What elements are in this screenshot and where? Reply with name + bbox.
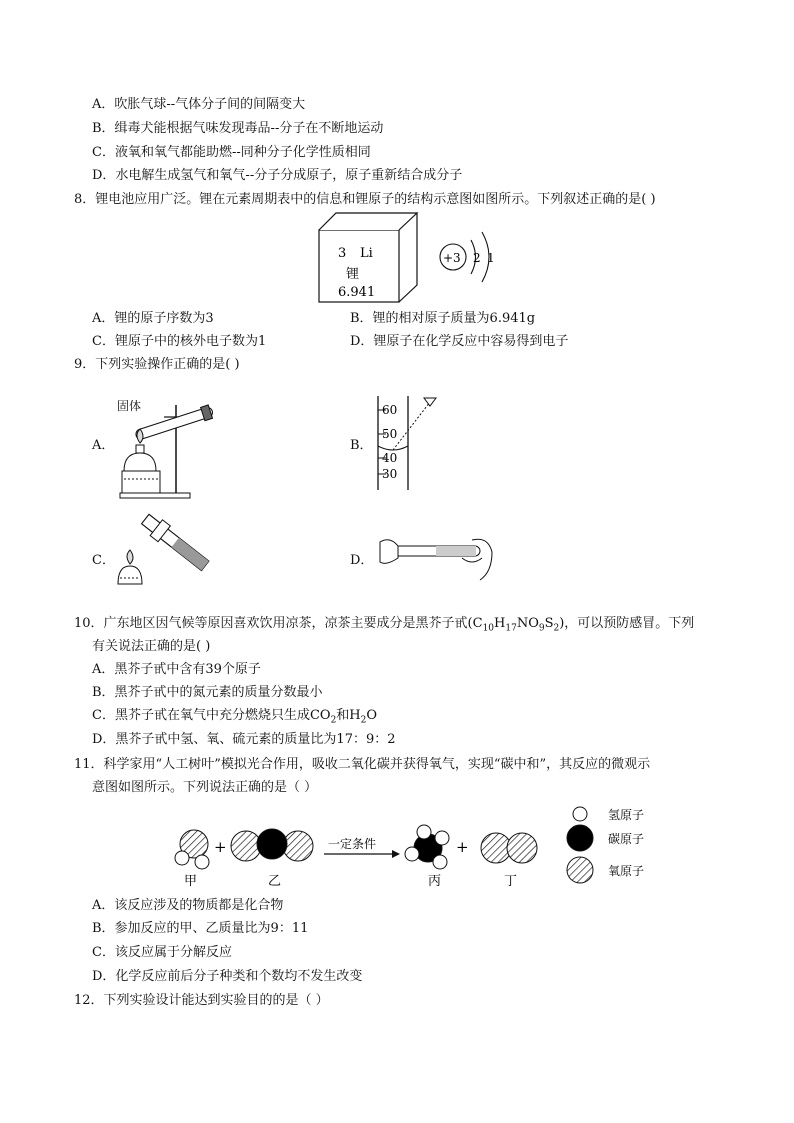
element-mass: 6.941 bbox=[338, 285, 376, 300]
plus-1: + bbox=[214, 838, 227, 856]
q11-stem-line1: 11．科学家用“人工树叶”模拟光合作用，吸收二氧化碳并获得氧气，实现“碳中和”，其反应的微观示 bbox=[74, 757, 651, 772]
lithium-atom-structure bbox=[438, 226, 508, 288]
plus-2: + bbox=[456, 838, 469, 856]
tick-30: 30 bbox=[382, 467, 398, 481]
label-bing: 丙 bbox=[428, 874, 442, 889]
q8-option-c: C．锂原子中的核外电子数为1 bbox=[92, 334, 267, 349]
q9-stem: 9．下列实验操作正确的是( ) bbox=[74, 357, 240, 372]
q8-option-d: D．锂原子在化学反应中容易得到电子 bbox=[350, 334, 569, 349]
label-ding: 丁 bbox=[504, 874, 518, 889]
q12-stem: 12．下列实验设计能达到实验目的的是（ ） bbox=[74, 993, 329, 1008]
shell-1-electrons: 2 bbox=[473, 251, 481, 265]
nucleus-charge: +3 bbox=[443, 251, 461, 265]
q11-option-b: B．参加反应的甲、乙质量比为9：11 bbox=[92, 921, 309, 936]
q9-label-a: A． bbox=[92, 438, 115, 453]
q11-option-d: D．化学反应前后分子种类和个数均不发生改变 bbox=[92, 969, 363, 984]
q10-option-c: C．黑芥子甙在氧气中充分燃烧只生成$CO_2$和$H_2O$ bbox=[92, 708, 378, 726]
q10-option-d: D．黑芥子甙中氢、氧、硫元素的质量比为17：9：2 bbox=[92, 732, 396, 747]
legend-carbon: 碳原子 bbox=[608, 832, 645, 846]
molecule-bing bbox=[405, 825, 449, 869]
q7-option-a: A．吹胀气球--气体分子间的间隔变大 bbox=[92, 97, 306, 112]
reaction-condition: 一定条件 bbox=[328, 837, 377, 851]
q10-stem-line2: 有关说法正确的是( ) bbox=[92, 639, 211, 654]
q9-label-d: D． bbox=[350, 553, 374, 568]
label-jia: 甲 bbox=[184, 874, 198, 889]
molecule-jia bbox=[175, 830, 209, 869]
q9-label-c: C． bbox=[92, 553, 115, 568]
shaking-test-tube bbox=[376, 532, 496, 582]
solid-label: 固体 bbox=[117, 399, 142, 413]
q10-option-b: B．黑芥子甙中的氮元素的质量分数最小 bbox=[92, 685, 323, 700]
lithium-element-cell bbox=[318, 212, 428, 304]
legend-hydrogen: 氢原子 bbox=[608, 808, 645, 822]
q10-stem-line1: 10．广东地区因气候等原因喜欢饮用凉茶，凉茶主要成分是黑芥子甙$(C_{10}H_{17}NO_9S_2)$，可以预防感冒。下列 bbox=[74, 616, 695, 634]
tick-40: 40 bbox=[382, 451, 398, 465]
graduated-cylinder-reading bbox=[366, 394, 456, 494]
tick-50: 50 bbox=[382, 427, 398, 441]
q11-option-c: C．该反应属于分解反应 bbox=[92, 945, 232, 960]
legend-carbon-icon bbox=[567, 825, 593, 851]
q11-stem-line2: 意图如图所示。下列说法正确的是（ ） bbox=[92, 780, 318, 795]
eye-icon bbox=[424, 398, 436, 406]
tick-60: 60 bbox=[382, 403, 398, 417]
element-name: 锂 bbox=[346, 267, 360, 282]
legend-hydrogen-icon bbox=[573, 807, 587, 821]
q7-option-c: C．液氧和氧气都能助燃--同种分子化学性质相同 bbox=[92, 145, 371, 160]
solid-heating-apparatus bbox=[112, 393, 222, 503]
q7-option-b: B．缉毒犬能根据气味发现毒品--分子在不断地运动 bbox=[92, 121, 384, 136]
element-number: 3 bbox=[338, 246, 347, 261]
q11-option-a: A．该反应涉及的物质都是化合物 bbox=[92, 898, 284, 913]
q8-stem: 8．锂电池应用广泛。锂在元素周期表中的信息和锂原子的结构示意图如图所示。下列叙述正确的是( ) bbox=[74, 192, 656, 207]
q8-option-a: A．锂的原子序数为3 bbox=[92, 311, 214, 326]
q7-option-d: D．水电解生成氢气和氧气--分子分成原子，原子重新结合成分子 bbox=[92, 168, 463, 183]
legend-oxygen: 氧原子 bbox=[608, 864, 645, 878]
molecule-yi bbox=[231, 829, 313, 861]
q8-option-b: B．锂的相对原子质量为6.941g bbox=[350, 311, 536, 326]
q9-label-b: B． bbox=[350, 438, 373, 453]
element-symbol: Li bbox=[360, 246, 373, 261]
liquid-heating-apparatus bbox=[114, 514, 214, 586]
label-yi: 乙 bbox=[268, 874, 282, 889]
reaction-micro-diagram bbox=[164, 800, 684, 892]
shell-2-electrons: 1 bbox=[487, 251, 495, 265]
q10-option-a: A．黑芥子甙中含有39个原子 bbox=[92, 662, 261, 677]
legend-oxygen-icon bbox=[567, 857, 593, 883]
molecule-ding bbox=[481, 833, 537, 863]
